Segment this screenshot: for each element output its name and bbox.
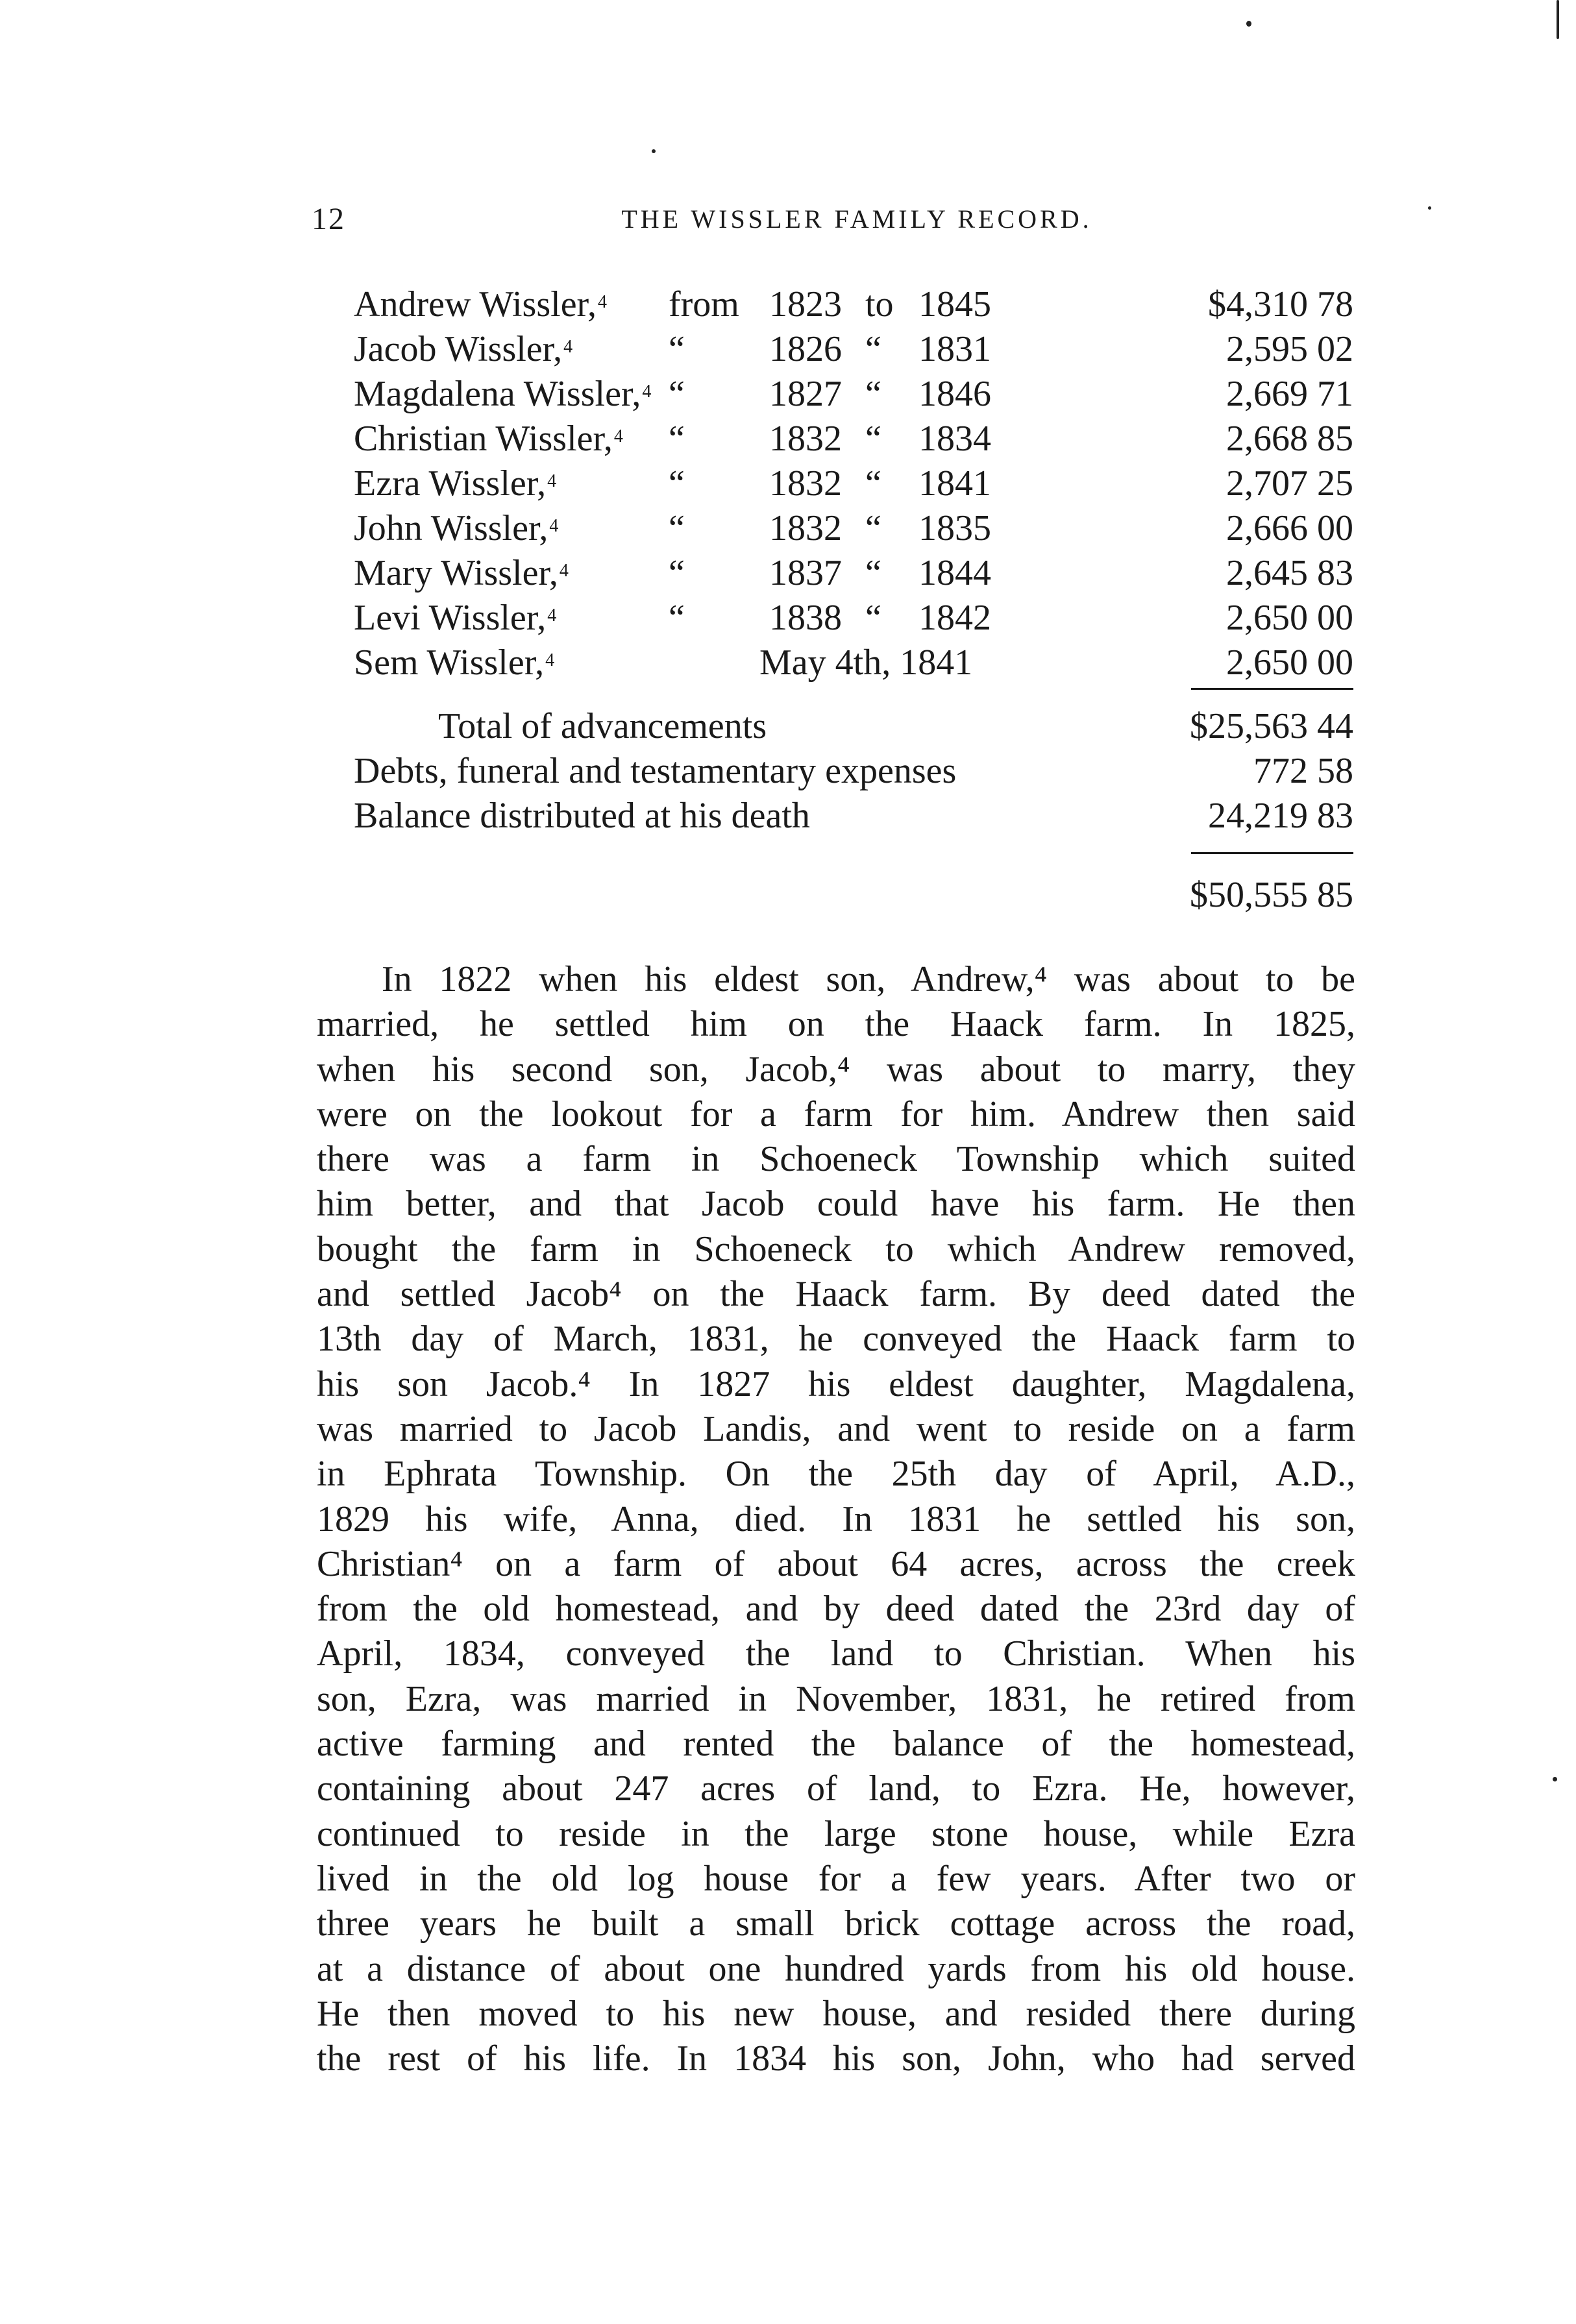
summary-amount: 24,219 83 bbox=[1208, 796, 1353, 836]
summary-row bbox=[354, 794, 1353, 838]
ledger-row: Christian Wissler,$^4$ “ 1832 “ 1834 2,668 85 bbox=[354, 417, 1353, 461]
text-line: bought the farm in Schoeneck to which Andrew removed, bbox=[317, 1229, 1355, 1269]
summary-label: Total of advancements bbox=[438, 706, 767, 746]
child-name: Magdalena Wissler,$^4$ bbox=[354, 374, 652, 414]
ledger-row: Magdalena Wissler,$^4$ “ 1827 “ 1846 2,669 71 bbox=[354, 372, 1353, 417]
advancement-amount: 2,645 83 bbox=[1226, 553, 1353, 593]
ledger-row: Sem Wissler,$^4$ May 4th, 1841 2,650 00 bbox=[354, 641, 1353, 685]
ledger-row: Levi Wissler,$^4$ “ 1838 “ 1842 2,650 00 bbox=[354, 596, 1353, 641]
child-name: Mary Wissler,$^4$ bbox=[354, 553, 569, 593]
text-line: lived in the old log house for a few years. After two or bbox=[317, 1858, 1355, 1899]
running-header bbox=[312, 201, 1402, 240]
summary-row bbox=[354, 704, 1353, 749]
child-name: Jacob Wissler,$^4$ bbox=[354, 329, 573, 369]
text-line: in Ephrata Township. On the 25th day of April, A.D., bbox=[317, 1454, 1355, 1495]
text-line: were on the lookout for a farm for him. Andrew then said bbox=[317, 1094, 1355, 1134]
body-paragraph bbox=[317, 957, 1355, 2081]
advancement-amount: 2,669 71 bbox=[1226, 374, 1353, 414]
summary-amount: 772 58 bbox=[1253, 751, 1353, 791]
advancement-amount: 2,595 02 bbox=[1226, 329, 1353, 369]
child-name: Levi Wissler,$^4$ bbox=[354, 598, 557, 638]
scan-speck bbox=[1557, 0, 1559, 39]
total-rule bbox=[1191, 852, 1353, 854]
ledger-row: Mary Wissler,$^4$ “ 1837 “ 1844 2,645 83 bbox=[354, 551, 1353, 596]
ledger-row: Ezra Wissler,$^4$ “ 1832 “ 1841 2,707 25 bbox=[354, 461, 1353, 506]
estate-summary bbox=[354, 704, 1353, 838]
summary-label: Debts, funeral and testamentary expenses bbox=[354, 751, 957, 791]
text-line: In 1822 when his eldest son, Andrew,⁴ was about to be bbox=[382, 959, 1355, 999]
text-line: three years he built a small brick cottage across the road, bbox=[317, 1903, 1355, 1944]
text-line: and settled Jacob⁴ on the Haack farm. By deed dated the bbox=[317, 1274, 1355, 1315]
summary-amount: $25,563 44 bbox=[1190, 706, 1353, 746]
advancement-amount: 2,707 25 bbox=[1226, 463, 1353, 504]
advancement-amount: $4,310 78 bbox=[1208, 284, 1353, 324]
text-line: 1829 his wife, Anna, died. In 1831 he settled his son, bbox=[317, 1498, 1355, 1539]
text-line: the rest of his life. In 1834 his son, John, who had served bbox=[317, 2038, 1355, 2079]
text-line: Christian⁴ on a farm of about 64 acres, across the creek bbox=[317, 1543, 1355, 1584]
child-name: Sem Wissler,$^4$ bbox=[354, 642, 555, 683]
text-line: son, Ezra, was married in November, 1831, he retired from bbox=[317, 1678, 1355, 1719]
text-line: active farming and rented the balance of the homestead, bbox=[317, 1724, 1355, 1765]
subtotal-rule bbox=[1191, 688, 1353, 690]
ledger-row: Andrew Wissler,$^4$ from 1823 to 1845 $4,310 78 bbox=[354, 282, 1353, 327]
text-line: 13th day of March, 1831, he conveyed the Haack farm to bbox=[317, 1319, 1355, 1360]
summary-label: Balance distributed at his death bbox=[354, 796, 810, 836]
running-title: THE WISSLER FAMILY RECORD. bbox=[621, 204, 1092, 234]
text-line: He then moved to his new house, and resided there during bbox=[317, 1993, 1355, 2034]
child-name: Andrew Wissler,$^4$ bbox=[354, 284, 607, 324]
scan-speck bbox=[652, 149, 656, 153]
text-line: containing about 247 acres of land, to Ezra. He, however, bbox=[317, 1768, 1355, 1809]
advancement-amount: 2,666 00 bbox=[1226, 508, 1353, 548]
ledger-row: John Wissler,$^4$ “ 1832 “ 1835 2,666 00 bbox=[354, 506, 1353, 551]
child-name: John Wissler,$^4$ bbox=[354, 508, 559, 548]
scan-speck bbox=[1246, 21, 1251, 27]
page-number: 12 bbox=[312, 202, 345, 236]
grand-total: $50,555 85 bbox=[1190, 875, 1353, 915]
text-line: him better, and that Jacob could have his farm. He then bbox=[317, 1184, 1355, 1225]
scan-speck bbox=[1428, 206, 1431, 210]
text-line: was married to Jacob Landis, and went to reside on a farm bbox=[317, 1408, 1355, 1449]
text-line: his son Jacob.⁴ In 1827 his eldest daughter, Magdalena, bbox=[317, 1364, 1355, 1404]
advancement-amount: 2,650 00 bbox=[1226, 642, 1353, 683]
text-line: there was a farm in Schoeneck Township which suited bbox=[317, 1139, 1355, 1180]
summary-row bbox=[354, 749, 1353, 794]
advancement-amount: 2,668 85 bbox=[1226, 419, 1353, 459]
advancement-amount: 2,650 00 bbox=[1226, 598, 1353, 638]
child-name: Christian Wissler,$^4$ bbox=[354, 419, 623, 459]
ledger-row: Jacob Wissler,$^4$ “ 1826 “ 1831 2,595 02 bbox=[354, 327, 1353, 372]
text-line: at a distance of about one hundred yards from his old house. bbox=[317, 1948, 1355, 1989]
text-line: April, 1834, conveyed the land to Christian. When his bbox=[317, 1633, 1355, 1674]
text-line: when his second son, Jacob,⁴ was about to marry, they bbox=[317, 1049, 1355, 1090]
text-line: continued to reside in the large stone house, while Ezra bbox=[317, 1813, 1355, 1854]
text-line: married, he settled him on the Haack farm. In 1825, bbox=[317, 1004, 1355, 1045]
advancements-ledger bbox=[354, 282, 1353, 685]
text-line: from the old homestead, and by deed dated the 23rd day of bbox=[317, 1589, 1355, 1630]
scan-speck bbox=[1553, 1777, 1557, 1781]
child-name: Ezra Wissler,$^4$ bbox=[354, 463, 557, 504]
